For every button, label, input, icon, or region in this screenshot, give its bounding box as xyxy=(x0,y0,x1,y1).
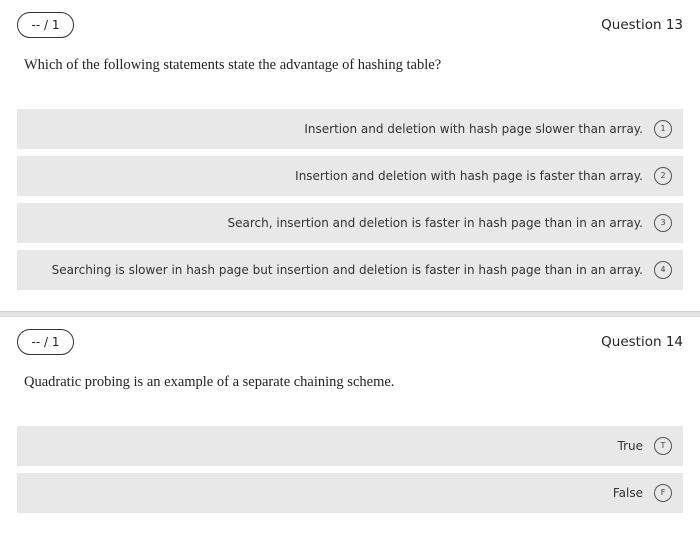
question-text: Which of the following statements state the advantage of hashing table? xyxy=(24,57,442,73)
answer-option-label: Search, insertion and deletion is faster in hash page than in an array. xyxy=(227,216,643,230)
question-number: Question 14 xyxy=(601,334,683,350)
option-number-badge: 4 xyxy=(654,261,672,279)
answer-option-label: True xyxy=(617,439,643,453)
answer-option-4[interactable] xyxy=(17,250,683,290)
option-number-badge: 1 xyxy=(654,120,672,138)
option-letter-badge: F xyxy=(654,484,672,502)
score-pill: -- / 1 xyxy=(17,329,74,355)
answer-option-false[interactable] xyxy=(17,473,683,513)
answer-option-label: False xyxy=(612,486,643,500)
answer-option-1[interactable] xyxy=(17,109,683,149)
answer-option-label: Insertion and deletion with hash page is faster than array. xyxy=(295,169,643,183)
answer-option-true[interactable] xyxy=(17,426,683,466)
question-14-card xyxy=(0,317,700,535)
score-pill: -- / 1 xyxy=(17,12,74,38)
answer-option-3[interactable] xyxy=(17,203,683,243)
question-number: Question 13 xyxy=(601,17,683,33)
option-number-badge: 2 xyxy=(654,167,672,185)
answer-option-label: Insertion and deletion with hash page slower than array. xyxy=(304,122,643,136)
question-text: Quadratic probing is an example of a separate chaining scheme. xyxy=(24,374,395,390)
answer-options xyxy=(17,426,683,520)
answer-option-label: Searching is slower in hash page but insertion and deletion is faster in hash page than in an array. xyxy=(51,263,643,277)
answer-option-2[interactable] xyxy=(17,156,683,196)
option-letter-badge: T xyxy=(654,437,672,455)
answer-options xyxy=(17,109,683,297)
option-number-badge: 3 xyxy=(654,214,672,232)
